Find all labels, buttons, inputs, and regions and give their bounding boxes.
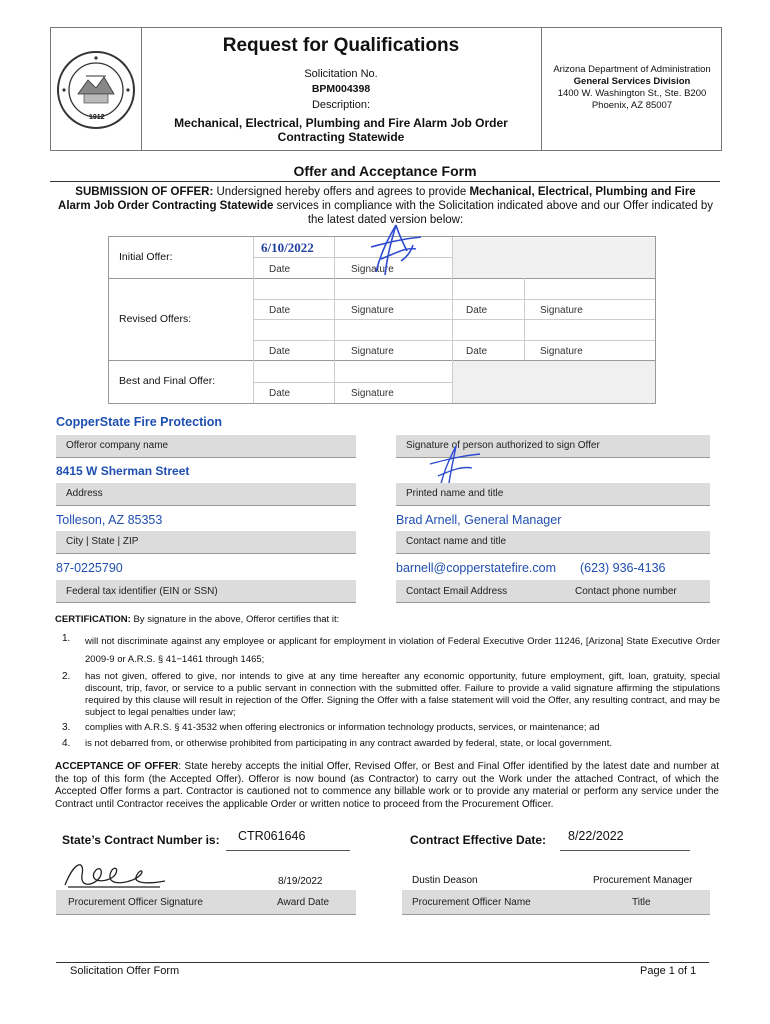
revised-date-label-1: Date	[269, 305, 291, 316]
effective-date: 8/22/2022	[568, 829, 624, 843]
solicitation-label: Solicitation No.	[304, 68, 378, 80]
phone-label: Contact phone number	[575, 586, 677, 597]
submission-text-1: Undersigned hereby offers and agrees to provide	[213, 186, 470, 198]
certification-intro-text: By signature in the above, Offeror certifies that it:	[130, 614, 340, 625]
award-date-label: Award Date	[277, 897, 330, 908]
certification-lead: CERTIFICATION:	[55, 614, 131, 625]
offeror-address: 8415 W Sherman Street	[56, 464, 190, 478]
printed-label: Printed name and title	[406, 488, 504, 499]
revised-date-label-3: Date	[269, 346, 291, 357]
officer-title: Procurement Manager	[593, 875, 693, 886]
officer-name: Dustin Deason	[412, 875, 478, 886]
cert-item-3-text: complies with A.R.S. § 41-3532 when offering electronics or information technology products, services, or maintenance; ad	[85, 722, 600, 733]
initial-signature-label: Signature	[351, 264, 394, 275]
address-label-bar	[56, 483, 356, 506]
acceptance-lead: ACCEPTANCE OF OFFER	[55, 761, 179, 772]
division-name: General Services Division	[573, 76, 691, 87]
footer-left: Solicitation Offer Form	[70, 965, 180, 977]
revised-signature-label-2: Signature	[540, 305, 583, 316]
description-label: Description:	[311, 99, 371, 111]
officer-title-label: Title	[632, 897, 651, 908]
effective-date-label: Contract Effective Date:	[410, 833, 547, 847]
solicitation-number: BPM004398	[311, 83, 371, 95]
cert-item-4-num: 4.	[62, 738, 71, 749]
signature-label: Signature of person authorized to sign Offer	[406, 440, 600, 451]
officer-name-label: Procurement Officer Name	[412, 897, 531, 908]
cert-item-3-num: 3.	[62, 722, 71, 733]
agency-cell	[541, 28, 722, 150]
offeror-contact: Brad Arnell, General Manager	[396, 513, 562, 527]
procurement-signature-icon	[60, 855, 170, 893]
city-label: City | State | ZIP	[66, 536, 139, 547]
revised-signature-label-3: Signature	[351, 346, 394, 357]
procurement-sig-label: Procurement Officer Signature	[68, 897, 203, 908]
printed-label-bar	[396, 483, 710, 506]
footer-right: Page 1 of 1	[640, 965, 697, 977]
offer-table	[108, 236, 656, 404]
footer-rule	[56, 962, 709, 963]
page-title: Request for Qualifications	[222, 35, 460, 56]
cert-item-2-text: has not given, offered to give, nor intends to give at any time hereafter any economic opportunity, future employment, gift, loan, gratuity, special discount, trip, favor, or service to a public servant in connection with the submitted offer. Failure to provide a valid signature affirming the stipulations required by this clause will result in rejection of the Offer. Signing the Offer with a false statement will void the Offer, any resulting contract, and may be subject to legal penalties under law;	[85, 671, 720, 718]
initial-date-label: Date	[269, 264, 291, 275]
submission-text-2: services in compliance with the Solicitation indicated above and our Offer indicated by the latest dated version below:	[273, 200, 713, 226]
initial-offer-label: Initial Offer:	[119, 251, 173, 263]
description-text: Mechanical, Electrical, Plumbing and Fire Alarm Job Order Contracting Statewide	[174, 116, 508, 144]
contract-number-label: State’s Contract Number is:	[62, 833, 220, 847]
ein-label: Federal tax identifier (EIN or SSN)	[66, 586, 218, 597]
bafo-date-label: Date	[269, 388, 291, 399]
revised-signature-label-4: Signature	[540, 346, 583, 357]
award-date: 8/19/2022	[278, 876, 323, 887]
agency-address-1: 1400 W. Washington St., Ste. B200	[557, 88, 707, 99]
address-label: Address	[66, 488, 103, 499]
certification-intro	[55, 614, 339, 625]
contact-label-bar	[396, 531, 710, 554]
acceptance-paragraph	[55, 761, 719, 811]
bafo-label: Best and Final Offer:	[119, 375, 216, 387]
offeror-signature-icon	[341, 217, 441, 279]
submission-service: Mechanical, Electrical, Plumbing and Fire Alarm Job Order Contracting Statewide	[58, 186, 696, 212]
acceptance-text: : State hereby accepts the initial Offer, Revised Offer, or Best and Final Offer identified by the latest date and number at the top of this form (the Accepted Offer). Offeror is now bound (as Contractor) to carry out the Work under the attached Contract, of which the Accepted Offer forms a part. Contractor is cautioned not to commence any billable work or to provide any material or perform any service under the Contract until Contractor receives the applicable Order or written notice to proceed from the Procurement Officer.	[55, 761, 719, 810]
form-title: Offer and Acceptance Form	[293, 163, 477, 179]
offeror-phone: (623) 936-4136	[580, 561, 666, 575]
ein-label-bar	[56, 580, 356, 603]
city-label-bar	[56, 531, 356, 554]
title-rule	[50, 181, 720, 182]
revised-offers-label: Revised Offers:	[119, 313, 192, 325]
cert-item-4-text: is not debarred from, or otherwise prohibited from participating in any contract awarded by federal, state, or local government.	[85, 738, 612, 749]
header-box	[50, 27, 722, 151]
agency-name: Arizona Department of Administration	[553, 64, 711, 75]
offeror-city: Tolleson, AZ 85353	[56, 513, 163, 527]
seal-cell	[51, 28, 142, 150]
procurement-sig-bar	[56, 890, 356, 915]
submission-lead: SUBMISSION OF OFFER:	[75, 186, 214, 198]
email-label: Contact Email Address	[406, 586, 508, 597]
email-phone-label-bar	[396, 580, 710, 603]
contact-label: Contact name and title	[406, 536, 507, 547]
company-label-bar	[56, 435, 356, 458]
cert-item-2-num: 2.	[62, 671, 71, 682]
revised-signature-label-1: Signature	[351, 305, 394, 316]
officer-name-bar	[402, 890, 710, 915]
cert-item-1-text: will not discriminate against any employee or applicant for employment in violation of Federal Executive Order 11246, [Arizona] State Executive Order 2009-9 or A.R.S. § 41−1461 through 1465;	[85, 636, 720, 665]
initial-offer-date: 6/10/2022	[261, 240, 314, 255]
bafo-signature-label: Signature	[351, 388, 394, 399]
revised-date-label-4: Date	[466, 346, 488, 357]
offeror-company: CopperState Fire Protection	[56, 415, 222, 429]
effective-date-line	[560, 826, 690, 851]
contract-number: CTR061646	[238, 829, 306, 843]
offeror-email: barnell@copperstatefire.com	[396, 561, 556, 575]
contract-number-line	[226, 826, 350, 851]
cert-item-1-num: 1.	[62, 633, 71, 644]
agency-address-2: Phoenix, AZ 85007	[591, 100, 673, 111]
company-label: Offeror company name	[66, 440, 169, 451]
seal-year: 1912	[89, 114, 105, 121]
offeror-ein: 87-0225790	[56, 561, 123, 575]
revised-date-label-2: Date	[466, 305, 488, 316]
